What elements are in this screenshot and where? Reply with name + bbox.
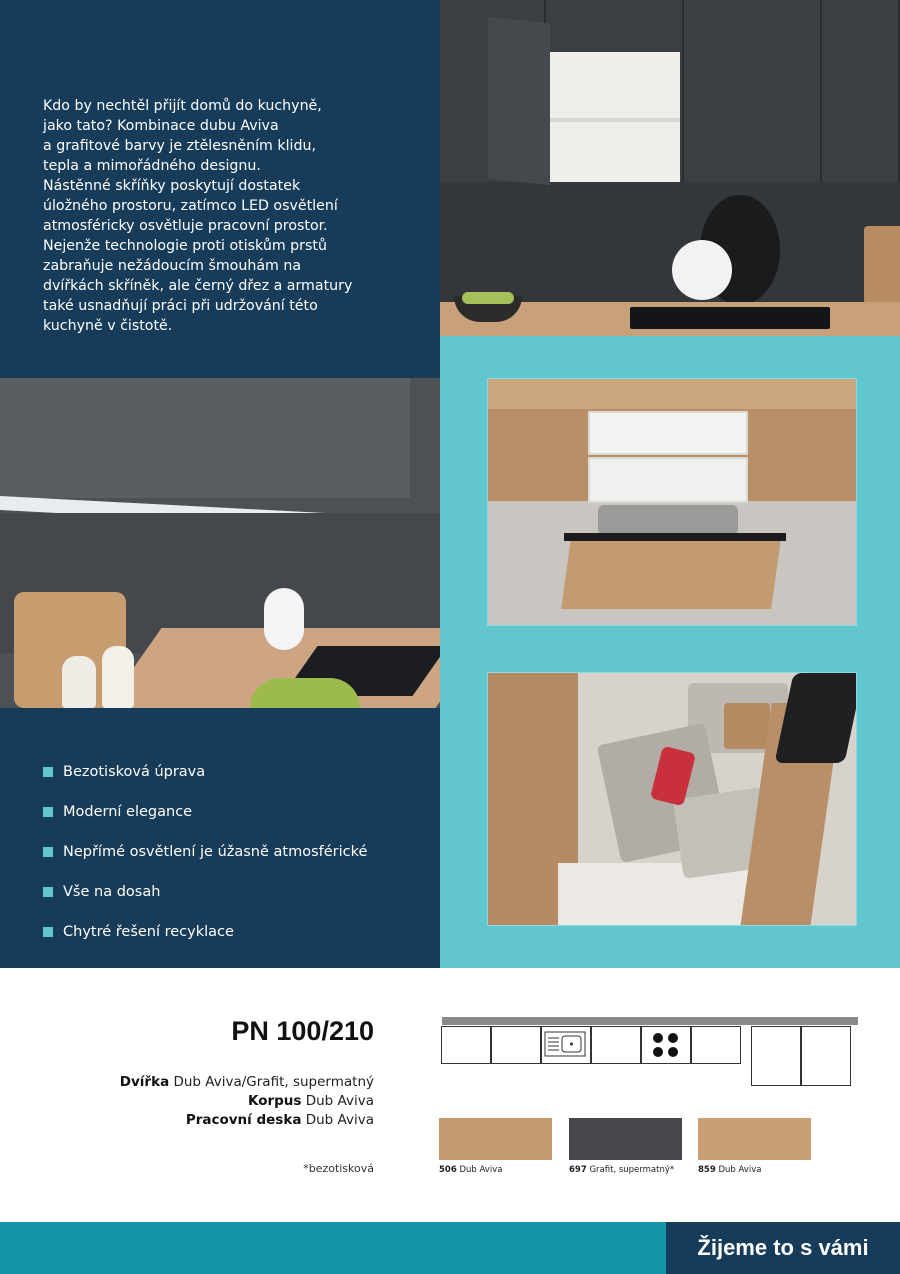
swatch-label <box>569 1165 674 1175</box>
spec-body <box>248 1092 374 1111</box>
swatch-label <box>698 1165 761 1175</box>
feature-label: Bezotisková úprava <box>63 764 206 780</box>
spec-value: Dub Aviva/Grafit, supermatný <box>173 1074 374 1090</box>
color-swatch <box>698 1118 811 1160</box>
intro-text <box>43 96 428 336</box>
hob-unit <box>641 1026 691 1064</box>
color-swatch <box>439 1118 552 1160</box>
spec-label: Pracovní deska <box>185 1112 302 1128</box>
kitchen-photo-sink <box>440 0 900 336</box>
tall-cabinet-unit <box>751 1026 801 1086</box>
swatch-code: 506 <box>439 1165 457 1175</box>
spec-value: Dub Aviva <box>305 1112 374 1128</box>
feature-label: Moderní elegance <box>63 804 193 820</box>
cabinet-unit <box>441 1026 491 1064</box>
features-list <box>43 752 367 952</box>
color-swatch <box>569 1118 682 1160</box>
features-panel <box>0 708 440 968</box>
intro-line: kuchyně v čistotě. <box>43 318 173 334</box>
spec-label: Korpus <box>247 1093 302 1109</box>
intro-line: a grafitové barvy je ztělesněním klidu, <box>43 138 316 154</box>
intro-line: atmosféricky osvětluje pracovní prostor. <box>43 218 328 234</box>
wall-line <box>442 1017 858 1025</box>
kitchen-photo-led <box>0 378 440 708</box>
recycling-drawer-photo <box>487 672 857 926</box>
cabinet-unit <box>591 1026 641 1064</box>
intro-line: zabraňuje nežádoucím šmouhám na <box>43 258 302 274</box>
swatch-name: Dub Aviva <box>459 1165 503 1175</box>
product-title: PN 100/210 <box>231 1016 374 1046</box>
square-bullet-icon <box>43 887 53 897</box>
sink-unit <box>541 1026 591 1064</box>
cabinet-unit <box>491 1026 541 1064</box>
square-bullet-icon <box>43 807 53 817</box>
tall-cabinet-unit <box>801 1026 851 1086</box>
sink-icon <box>542 1027 589 1062</box>
list-item <box>43 912 367 952</box>
square-bullet-icon <box>43 927 53 937</box>
intro-line: Nejenže technologie proti otiskům prstů <box>43 238 327 254</box>
footer-badge <box>666 1222 900 1274</box>
swatch-code: 859 <box>698 1165 716 1175</box>
spec-label: Dvířka <box>119 1074 170 1090</box>
spec-worktop <box>186 1111 374 1130</box>
kitchen-layout-diagram <box>440 1017 860 1089</box>
intro-line: Kdo by nechtěl přijít domů do kuchyně, <box>43 98 322 114</box>
swatch-label <box>439 1165 502 1175</box>
spec-doors <box>120 1073 374 1092</box>
feature-label: Chytré řešení recyklace <box>63 924 234 940</box>
square-bullet-icon <box>43 767 53 777</box>
list-item <box>43 792 367 832</box>
square-bullet-icon <box>43 847 53 857</box>
list-item <box>43 752 367 792</box>
list-item <box>43 872 367 912</box>
cooktop-icon <box>642 1027 689 1062</box>
swatch-code: 697 <box>569 1165 587 1175</box>
swatch-name: Dub Aviva <box>718 1165 762 1175</box>
intro-line: úložného prostoru, zatímco LED osvětlení <box>43 198 338 214</box>
drawers-photo <box>487 378 857 626</box>
list-item <box>43 832 367 872</box>
footer-slogan: Žijeme to s vámi <box>697 1235 869 1260</box>
intro-line: také usnadňují práci při udržování této <box>43 298 318 314</box>
intro-line: jako tato? Kombinace dubu Aviva <box>43 118 279 134</box>
cabinet-unit <box>691 1026 741 1064</box>
spec-value: Dub Aviva <box>305 1093 374 1109</box>
feature-label: Vše na dosah <box>63 884 161 900</box>
intro-line: tepla a mimořádného designu. <box>43 158 261 174</box>
intro-line: dvířkách skříněk, ale černý dřez a armatury <box>43 278 353 294</box>
intro-panel <box>0 0 440 378</box>
feature-label: Nepřímé osvětlení je úžasně atmosférické <box>63 844 368 860</box>
intro-line: Nástěnné skříňky poskytují dostatek <box>43 178 301 194</box>
swatch-name: Grafit, supermatný* <box>589 1165 675 1175</box>
footnote: *bezotisková <box>303 1162 374 1175</box>
